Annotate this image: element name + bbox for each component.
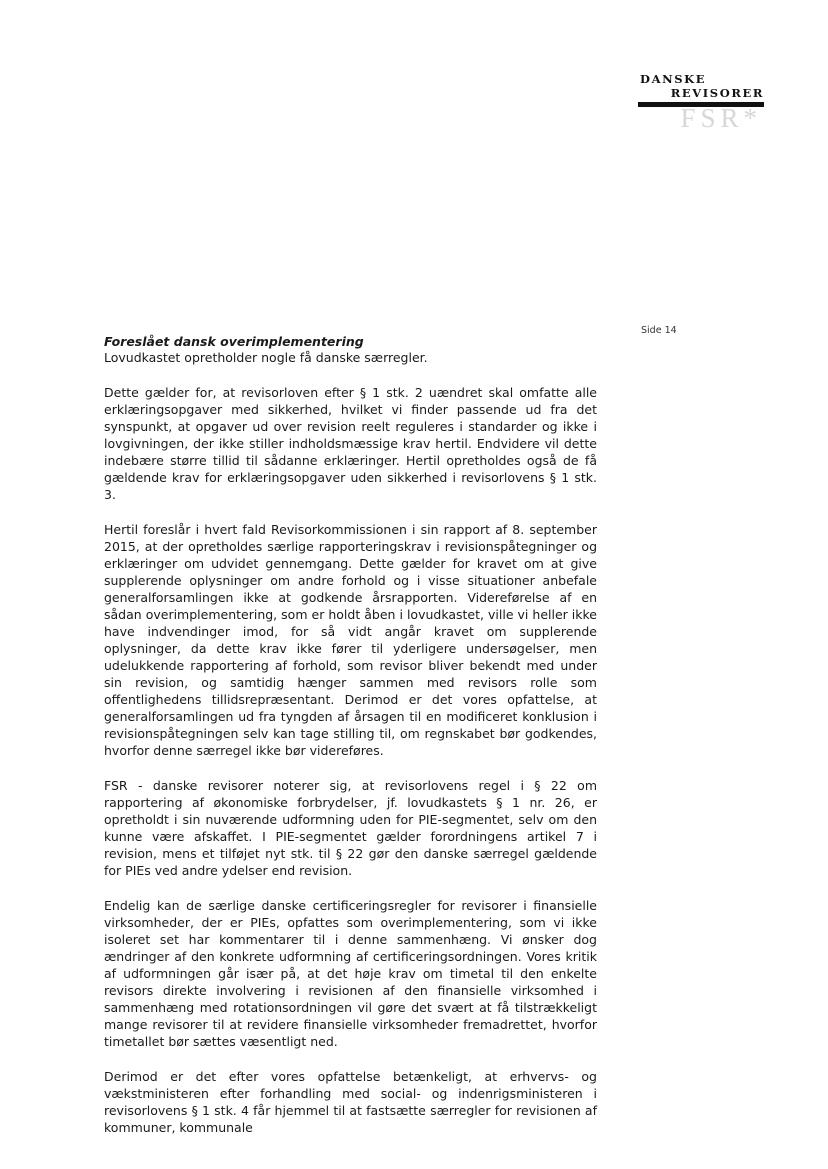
logo-line-revisorer: REVISORER — [670, 86, 764, 100]
document-body — [104, 334, 597, 1154]
paragraph-4: Endelig kan de særlige danske certificeringsregler for revisorer i finansielle virksomheder, der er PIEs, opfattes som overimplementering, som vi ikke isoleret set har kommentarer til i denne sammenhæng. Vi ønsker dog ændringer af den konkrete udformning af certificeringsordningen. Vores kritik af udformningen går især på, at det høje krav om timetal til den enkelte revisors direkte involvering i revisionen af den finansielle virksomhed i sammenhæng med rotationsordningen vil gøre det svært at få tilstrækkeligt mange revisorer til at revidere finansielle virksomheder fremadrettet, hvorfor timetallet bør sættes væsentligt ned. — [104, 898, 597, 1049]
paragraph-1: Dette gælder for, at revisorloven efter § 1 stk. 2 uændret skal omfatte alle erklæringsopgaver med sikkerhed, hvilket vi finder passende ud fra det synspunkt, at opgaver ud over revision reelt reguleres i standarder og ikke i lovgivningen, der ikke stiller indholdsmæssige krav hertil. Endvidere vil dette indebære større tillid til sådanne erklæringer. Hertil opretholdes også de få gældende krav for erklæringsopgaver uden sikkerhed i revisorlovens § 1 stk. 3. — [104, 385, 597, 502]
section-intro: Lovudkastet opretholder nogle få danske særregler. — [104, 350, 428, 365]
logo-line-danske: DANSKE — [640, 72, 707, 86]
paragraph-5: Derimod er det efter vores opfattelse betænkeligt, at erhvervs- og vækstministeren efter forhandling med social- og indenrigsministeren i revisorlovens § 1 stk. 4 får hjemmel til at fastsætte særregler for revisionen af kommuner, kommunale — [104, 1069, 597, 1135]
section-heading: Foreslået dansk overimplementering — [104, 334, 364, 349]
paragraph-2: Hertil foreslår i hvert fald Revisorkommissionen i sin rapport af 8. september 2015, at der opretholdes særlige rapporteringskrav i revisionspåtegninger og erklæringer om udvidet gennemgang. Dette gælder for kravet om at give supplerende oplysninger om andre forhold og i visse situationer anbefale generalforsamlingen ikke at godkende årsrapporten. Videreførelse af en sådan overimplementering, som er holdt åben i lovudkastet, ville vi heller ikke have indvendinger imod, for så vidt angår kravet om supplerende oplysninger, da dette krav ikke fører til yderligere undersøgelser, men udelukkende rapportering af forhold, som revisor bliver bekendt med under sin revision, og samtidig hænger sammen med revisors rolle som offentlighedens tillidsrepræsentant. Derimod er det vores opfattelse, at generalforsamlingen ud fra tyngden af årsagen til en modificeret konklusion i revisionspåtegningen selv kan tage stilling til, om regnskabet bør godkendes, hvorfor denne særregel ikke bør videreføres. — [104, 522, 597, 758]
danske-revisorer-logo — [638, 72, 764, 136]
logo-fsr-mark: FSR* — [680, 103, 762, 133]
page-number-label: Side 14 — [641, 325, 677, 336]
paragraph-3: FSR - danske revisorer noterer sig, at revisorlovens regel i § 22 om rapportering af økonomiske forbrydelser, jf. lovudkastets § 1 nr. 26, er opretholdt i sin nuværende udformning uden for PIE-segmentet, selv om den kunne være afskaffet. I PIE-segmentet gælder forordningens artikel 7 i revision, mens et tilføjet nyt stk. til § 22 gør den danske særregel gældende for PIEs ved andre ydelser end revision. — [104, 778, 597, 878]
